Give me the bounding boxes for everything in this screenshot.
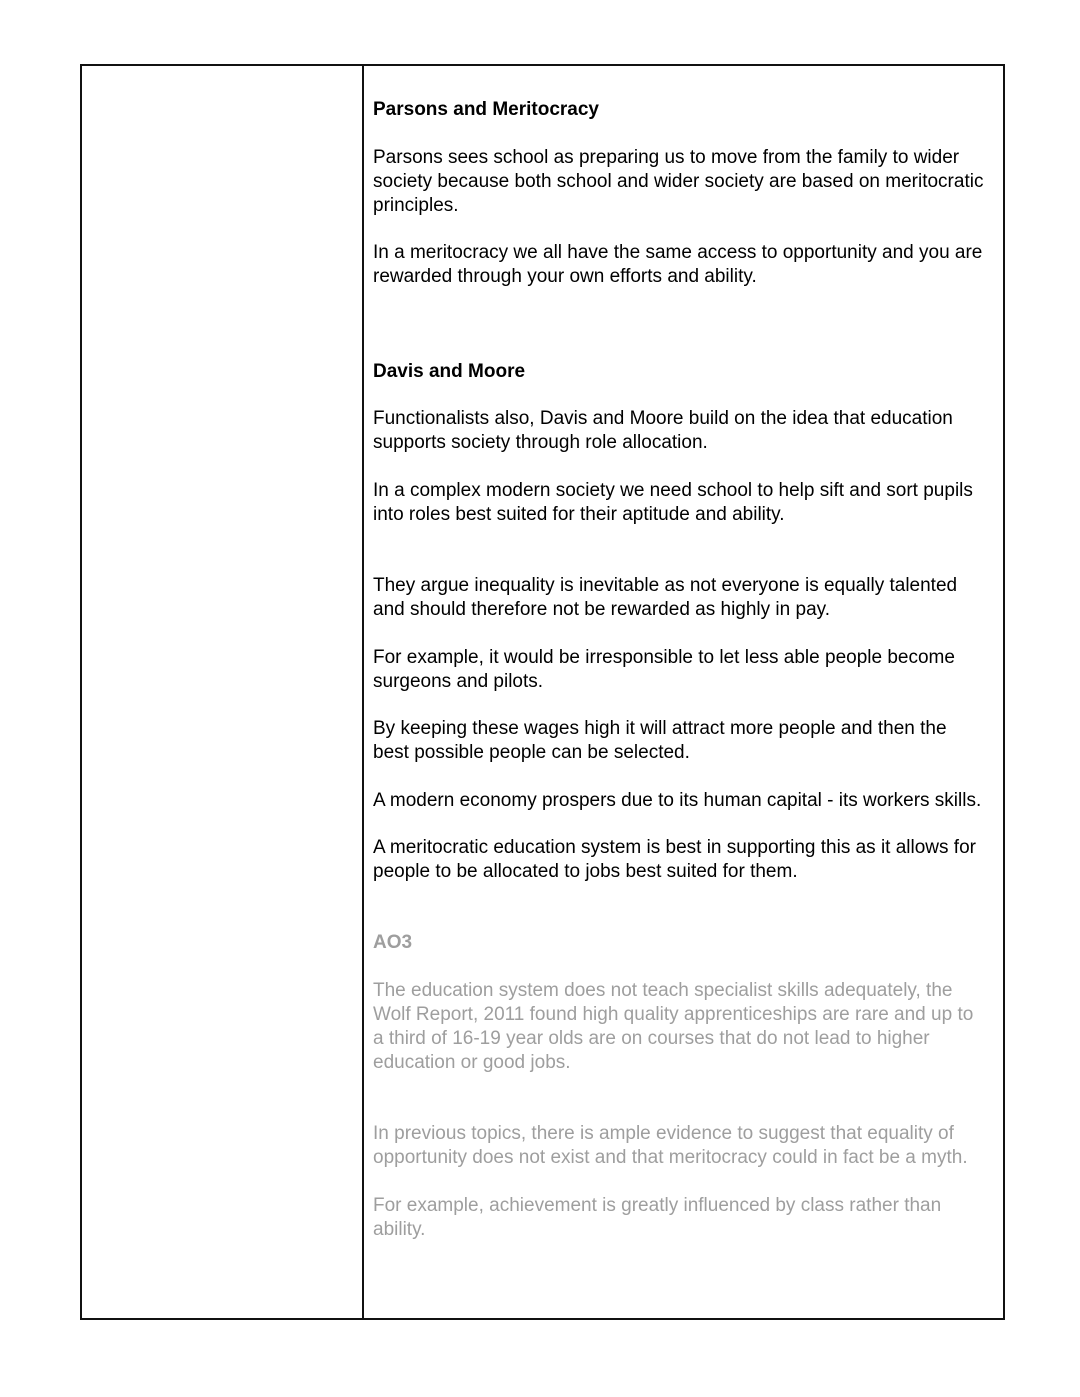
paragraph	[373, 717, 1013, 765]
column-divider	[362, 64, 364, 1320]
text-line: Davis and Moore	[373, 361, 526, 382]
text-line: society because both school and wider society are based on meritocratic	[373, 171, 984, 192]
paragraph	[373, 146, 1013, 218]
text-line: people to be allocated to jobs best suited for them.	[373, 861, 798, 882]
text-line: education or good jobs.	[373, 1052, 571, 1073]
paragraph	[373, 979, 1013, 1075]
section-heading	[373, 360, 1013, 384]
text-line: In a meritocracy we all have the same access to opportunity and you are	[373, 242, 983, 263]
text-line: AO3	[373, 932, 413, 953]
text-line: For example, achievement is greatly influenced by class rather than	[373, 1195, 942, 1216]
text-line: For example, it would be irresponsible to let less able people become	[373, 647, 955, 668]
text-line: supports society through role allocation.	[373, 432, 708, 453]
section-heading	[373, 931, 1013, 955]
text-line: rewarded through your own efforts and ability.	[373, 266, 757, 287]
text-line: a third of 16-19 year olds are on courses that do not lead to higher	[373, 1028, 930, 1049]
text-line: By keeping these wages high it will attract more people and then the	[373, 718, 947, 739]
text-line: They argue inequality is inevitable as not everyone is equally talented	[373, 575, 958, 596]
paragraph	[373, 836, 1013, 884]
paragraph	[373, 646, 1013, 694]
text-line: surgeons and pilots.	[373, 671, 544, 692]
text-line: ability.	[373, 1219, 426, 1240]
paragraph	[373, 407, 1013, 455]
text-line: best possible people can be selected.	[373, 742, 690, 763]
text-line: Functionalists also, Davis and Moore build on the idea that education	[373, 408, 953, 429]
text-line: Parsons and Meritocracy	[373, 99, 599, 120]
paragraph	[373, 241, 1013, 289]
paragraph	[373, 479, 1013, 527]
text-line: principles.	[373, 195, 459, 216]
text-line: Wolf Report, 2011 found high quality apprenticeships are rare and up to	[373, 1004, 974, 1025]
section-heading	[373, 98, 1013, 122]
text-line: A meritocratic education system is best in supporting this as it allows for	[373, 837, 976, 858]
text-line: into roles best suited for their aptitude and ability.	[373, 504, 785, 525]
paragraph	[373, 789, 1013, 813]
text-line: In previous topics, there is ample evidence to suggest that equality of	[373, 1123, 954, 1144]
paragraph	[373, 1194, 1013, 1242]
text-line: In a complex modern society we need school to help sift and sort pupils	[373, 480, 973, 501]
text-line: and should therefore not be rewarded as highly in pay.	[373, 599, 831, 620]
text-line: Parsons sees school as preparing us to move from the family to wider	[373, 147, 960, 168]
text-line: opportunity does not exist and that meritocracy could in fact be a myth.	[373, 1147, 968, 1168]
paragraph	[373, 574, 1013, 622]
text-line: The education system does not teach specialist skills adequately, the	[373, 980, 953, 1001]
paragraph	[373, 1122, 1013, 1170]
text-line: A modern economy prospers due to its human capital - its workers skills.	[373, 790, 982, 811]
